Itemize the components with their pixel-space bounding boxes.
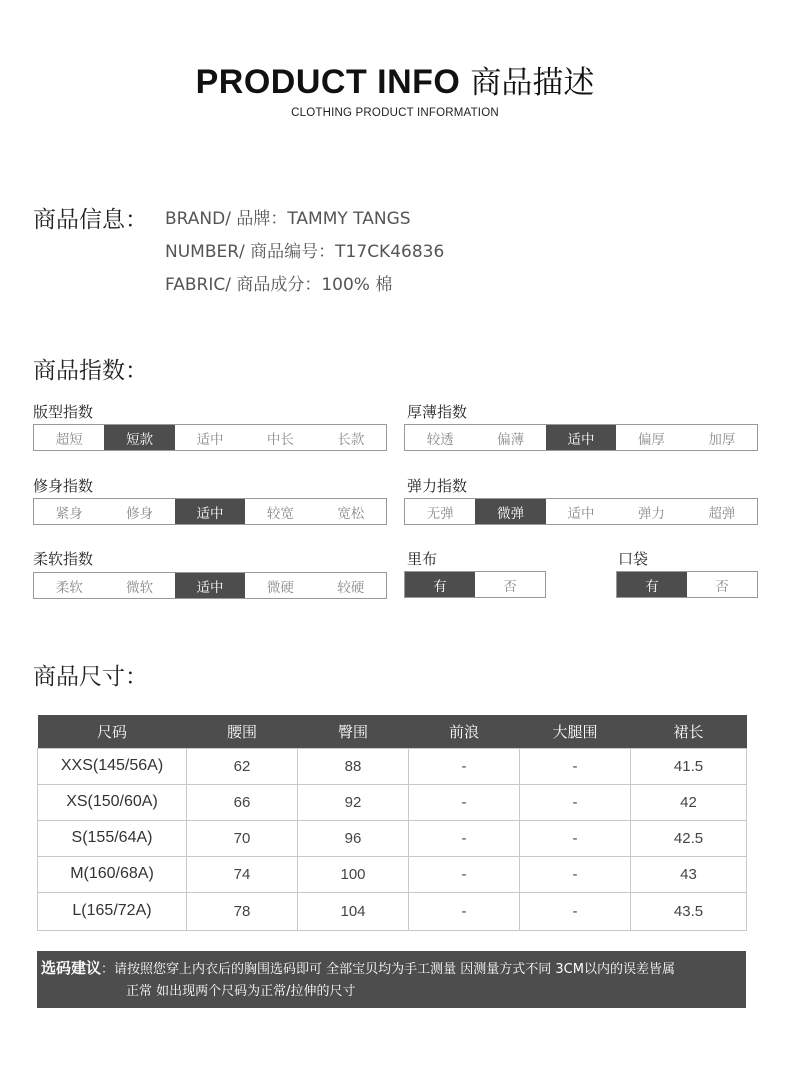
header-size: 尺码 bbox=[38, 715, 187, 748]
index-option: 偏厚 bbox=[637, 431, 665, 448]
table-cell: - bbox=[520, 820, 631, 856]
table-cell: 42 bbox=[631, 784, 747, 820]
table-cell: 92 bbox=[298, 784, 409, 820]
table-cell: 104 bbox=[298, 892, 409, 930]
table-cell: 43.5 bbox=[631, 892, 747, 930]
table-cell: L(165/72A) bbox=[38, 892, 187, 930]
table-cell: - bbox=[409, 892, 520, 930]
index-label-elastic: 弹力指数 bbox=[407, 477, 468, 495]
table-cell: 41.5 bbox=[631, 748, 747, 784]
index-option: 微弹 bbox=[475, 499, 545, 524]
table-cell: XXS(145/56A) bbox=[38, 748, 187, 784]
index-bar-fit bbox=[33, 424, 387, 451]
page-header bbox=[0, 62, 790, 119]
page-title bbox=[0, 62, 790, 103]
index-option: 适中 bbox=[546, 425, 616, 450]
table-cell: - bbox=[520, 784, 631, 820]
size-advice-box bbox=[37, 951, 746, 1008]
table-cell: - bbox=[409, 748, 520, 784]
table-cell: S(155/64A) bbox=[38, 820, 187, 856]
index-label-pocket: 口袋 bbox=[618, 550, 649, 568]
index-option: 无弹 bbox=[426, 505, 454, 522]
table-row bbox=[38, 820, 747, 856]
index-bar-softness bbox=[33, 572, 387, 599]
index-option: 柔软 bbox=[55, 579, 83, 596]
index-option: 较透 bbox=[426, 431, 454, 448]
table-cell: 88 bbox=[298, 748, 409, 784]
index-option: 短款 bbox=[104, 425, 174, 450]
table-row bbox=[38, 856, 747, 892]
table-cell: 42.5 bbox=[631, 820, 747, 856]
size-chart-title: 商品尺寸： bbox=[33, 664, 148, 690]
brand-line: BRAND/ 品牌：TAMMY TANGS bbox=[165, 209, 411, 229]
product-info-lines bbox=[165, 203, 444, 302]
index-bar-lining bbox=[404, 571, 546, 598]
index-bar-thickness bbox=[404, 424, 758, 451]
index-option: 中长 bbox=[266, 431, 294, 448]
table-cell: - bbox=[409, 784, 520, 820]
index-option: 否 bbox=[715, 578, 729, 595]
index-label-softness: 柔软指数 bbox=[33, 550, 94, 568]
title-en: PRODUCT INFO bbox=[195, 63, 461, 101]
index-label-thickness: 厚薄指数 bbox=[407, 403, 468, 421]
header-waist: 腰围 bbox=[187, 715, 298, 748]
fabric-line: FABRIC/ 商品成分：100% 棉 bbox=[165, 275, 393, 295]
index-option: 宽松 bbox=[337, 505, 365, 522]
index-label-fit: 版型指数 bbox=[33, 403, 94, 421]
index-option: 紧身 bbox=[55, 505, 83, 522]
table-row bbox=[38, 748, 747, 784]
table-cell: 78 bbox=[187, 892, 298, 930]
index-option: 适中 bbox=[175, 499, 245, 524]
index-bar-pocket bbox=[616, 571, 758, 598]
header-thigh: 大腿围 bbox=[520, 715, 631, 748]
table-cell: - bbox=[409, 856, 520, 892]
header-rise: 前浪 bbox=[409, 715, 520, 748]
advice-line-1 bbox=[41, 957, 738, 981]
table-cell: 66 bbox=[187, 784, 298, 820]
index-option: 超短 bbox=[55, 431, 83, 448]
indices-title: 商品指数： bbox=[33, 358, 148, 384]
index-label-lining: 里布 bbox=[407, 550, 438, 568]
table-row bbox=[38, 784, 747, 820]
number-line: NUMBER/ 商品编号：T17CK46836 bbox=[165, 242, 445, 262]
table-cell: - bbox=[520, 892, 631, 930]
table-row bbox=[38, 892, 747, 930]
index-option: 微软 bbox=[126, 579, 154, 596]
table-cell: M(160/68A) bbox=[38, 856, 187, 892]
advice-text-2: 正常 如出现两个尺码为正常/拉伸的尺寸 bbox=[126, 984, 356, 999]
index-option: 修身 bbox=[126, 505, 154, 522]
index-option: 适中 bbox=[196, 431, 224, 448]
product-info-title: 商品信息： bbox=[33, 207, 148, 233]
table-cell: 43 bbox=[631, 856, 747, 892]
index-option: 偏薄 bbox=[497, 431, 525, 448]
title-cn: 商品描述 bbox=[470, 65, 595, 100]
table-cell: 70 bbox=[187, 820, 298, 856]
table-cell: - bbox=[409, 820, 520, 856]
index-bar-slim bbox=[33, 498, 387, 525]
advice-title: 选码建议 bbox=[41, 959, 102, 977]
index-option: 适中 bbox=[175, 573, 245, 598]
index-option: 超弹 bbox=[708, 505, 736, 522]
table-cell: 100 bbox=[298, 856, 409, 892]
table-cell: XS(150/60A) bbox=[38, 784, 187, 820]
index-option: 有 bbox=[405, 572, 475, 597]
index-option: 适中 bbox=[567, 505, 595, 522]
header-hip: 臀围 bbox=[298, 715, 409, 748]
table-cell: - bbox=[520, 856, 631, 892]
index-option: 否 bbox=[503, 578, 517, 595]
size-table-header-row bbox=[38, 715, 747, 748]
index-option: 加厚 bbox=[708, 431, 736, 448]
advice-text-1: ：请按照您穿上内衣后的胸围选码即可 全部宝贝均为手工测量 因测量方式不同 3CM以内的误差皆属 bbox=[101, 962, 675, 977]
page-subtitle: CLOTHING PRODUCT INFORMATION bbox=[291, 107, 499, 119]
index-option: 较硬 bbox=[337, 579, 365, 596]
index-option: 弹力 bbox=[637, 505, 665, 522]
index-option: 长款 bbox=[337, 431, 365, 448]
table-cell: 96 bbox=[298, 820, 409, 856]
table-cell: 62 bbox=[187, 748, 298, 784]
index-option: 有 bbox=[617, 572, 687, 597]
size-table-body bbox=[38, 748, 747, 930]
size-table bbox=[37, 715, 747, 931]
index-option: 微硬 bbox=[266, 579, 294, 596]
header-length: 裙长 bbox=[631, 715, 747, 748]
table-cell: - bbox=[520, 748, 631, 784]
table-cell: 74 bbox=[187, 856, 298, 892]
index-label-slim: 修身指数 bbox=[33, 477, 94, 495]
index-bar-elastic bbox=[404, 498, 758, 525]
index-option: 较宽 bbox=[266, 505, 294, 522]
